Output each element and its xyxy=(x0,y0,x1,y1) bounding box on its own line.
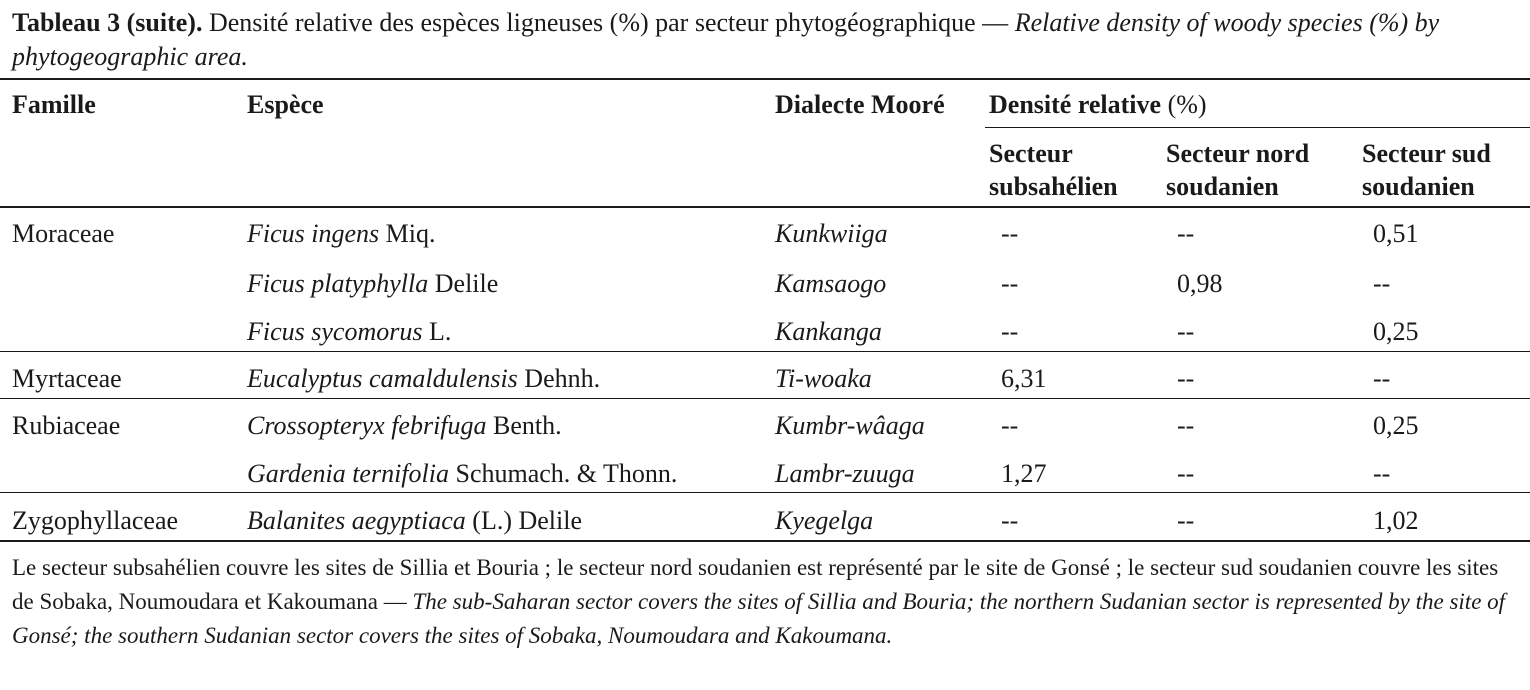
cell-sector-1: 1,27 xyxy=(1001,459,1047,488)
moore-name: Kankanga xyxy=(775,317,882,346)
species-author: Schumach. & Thonn. xyxy=(448,459,678,488)
group-rule-1 xyxy=(0,351,1530,352)
cell-sector-3: 1,02 xyxy=(1373,506,1419,535)
cell-sector-2: -- xyxy=(1177,506,1195,535)
cell-sector-3: -- xyxy=(1373,459,1391,488)
cell-sector-1: -- xyxy=(1001,269,1019,298)
note-text-en: The sub-Saharan sector covers the sites of Sillia and Bouria; the northern Sudanian sector is represented by the site of Gonsé; the southern Sudanian sector covers the sites of Sobaka, Noumoudara and Kakoumana. xyxy=(12,589,1506,648)
cell-famille: Rubiaceae xyxy=(12,411,121,440)
species-author: Miq. xyxy=(379,219,436,248)
top-rule xyxy=(0,78,1530,80)
moore-name: Kyegelga xyxy=(775,506,874,535)
header-sector-1: Secteur subsahélien xyxy=(989,139,1118,201)
cell-dialecte xyxy=(775,267,886,300)
cell-espece xyxy=(247,267,498,300)
cell-sector-1: -- xyxy=(1001,317,1019,346)
cell-espece xyxy=(247,217,436,250)
cell-famille: Moraceae xyxy=(12,219,115,248)
cell-dialecte xyxy=(775,504,873,537)
header-sector-3: Secteur sud soudanien xyxy=(1362,139,1491,201)
group-rule-3 xyxy=(0,492,1530,493)
cell-espece xyxy=(247,409,562,442)
cell-sector-3: 0,51 xyxy=(1373,219,1419,248)
cell-sector-2: -- xyxy=(1177,364,1195,393)
cell-famille: Myrtaceae xyxy=(12,364,122,393)
species-name: Crossopteryx febrifuga xyxy=(247,411,487,440)
cell-sector-2: -- xyxy=(1177,411,1195,440)
cell-sector-2: -- xyxy=(1177,459,1195,488)
cell-sector-3: -- xyxy=(1373,269,1391,298)
cell-espece xyxy=(247,315,451,348)
species-author: (L.) Delile xyxy=(465,506,583,535)
cell-sector-3: 0,25 xyxy=(1373,317,1419,346)
species-name: Ficus platyphylla xyxy=(247,269,429,298)
moore-name: Kunkwiiga xyxy=(775,219,888,248)
bottom-rule xyxy=(0,540,1530,542)
cell-sector-3: 0,25 xyxy=(1373,411,1419,440)
header-densite xyxy=(989,88,1207,121)
cell-sector-1: -- xyxy=(1001,506,1019,535)
cell-famille: Zygophyllaceae xyxy=(12,506,179,535)
table-footnote xyxy=(12,551,1522,653)
species-author: Benth. xyxy=(486,411,562,440)
densite-subrule xyxy=(985,127,1530,128)
cell-sector-2: 0,98 xyxy=(1177,269,1223,298)
header-dialecte: Dialecte Mooré xyxy=(775,90,945,119)
cell-dialecte xyxy=(775,217,888,250)
species-name: Ficus sycomorus xyxy=(247,317,423,346)
cell-sector-2: -- xyxy=(1177,219,1195,248)
header-bottom-rule xyxy=(0,206,1530,208)
caption-text-fr: Densité relative des espèces ligneuses (%) par secteur phytogéographique — xyxy=(202,8,1015,37)
moore-name: Lambr-zuuga xyxy=(775,459,915,488)
table-caption xyxy=(12,6,1522,74)
caption-label: Tableau 3 (suite). xyxy=(12,8,203,37)
cell-dialecte xyxy=(775,409,925,442)
species-name: Eucalyptus camaldulensis xyxy=(247,364,518,393)
species-name: Gardenia ternifolia xyxy=(247,459,449,488)
cell-espece xyxy=(247,457,677,490)
cell-dialecte xyxy=(775,457,915,490)
cell-espece xyxy=(247,362,600,395)
moore-name: Ti-woaka xyxy=(775,364,872,393)
header-espece: Espèce xyxy=(247,90,324,119)
cell-dialecte xyxy=(775,362,872,395)
cell-sector-1: -- xyxy=(1001,411,1019,440)
species-author: Delile xyxy=(428,269,499,298)
cell-dialecte xyxy=(775,315,882,348)
note-text-fr: Le secteur subsahélien couvre les sites de Sillia et Bouria ; le secteur nord soudanien est représenté par le site de Gonsé ; le secteur sud soudanien couvre les sites de Sobaka, Noumoudara et Kakoumana — xyxy=(12,555,1499,614)
caption-text-en: Relative density of woody species (%) by phytogeographic area. xyxy=(12,8,1440,71)
cell-sector-1: -- xyxy=(1001,219,1019,248)
header-sector-2: Secteur nord soudanien xyxy=(1166,139,1310,201)
cell-sector-2: -- xyxy=(1177,317,1195,346)
species-name: Ficus ingens xyxy=(247,219,380,248)
moore-name: Kamsaogo xyxy=(775,269,887,298)
header-famille: Famille xyxy=(12,90,96,119)
header-densite-label: Densité relative xyxy=(989,90,1162,119)
group-rule-2 xyxy=(0,398,1530,399)
cell-sector-1: 6,31 xyxy=(1001,364,1047,393)
species-name: Balanites aegyptiaca xyxy=(247,506,466,535)
species-author: L. xyxy=(422,317,452,346)
species-author: Dehnh. xyxy=(517,364,601,393)
cell-sector-3: -- xyxy=(1373,364,1391,393)
moore-name: Kumbr-wâaga xyxy=(775,411,925,440)
header-densite-unit: (%) xyxy=(1161,90,1207,119)
cell-espece xyxy=(247,504,582,537)
